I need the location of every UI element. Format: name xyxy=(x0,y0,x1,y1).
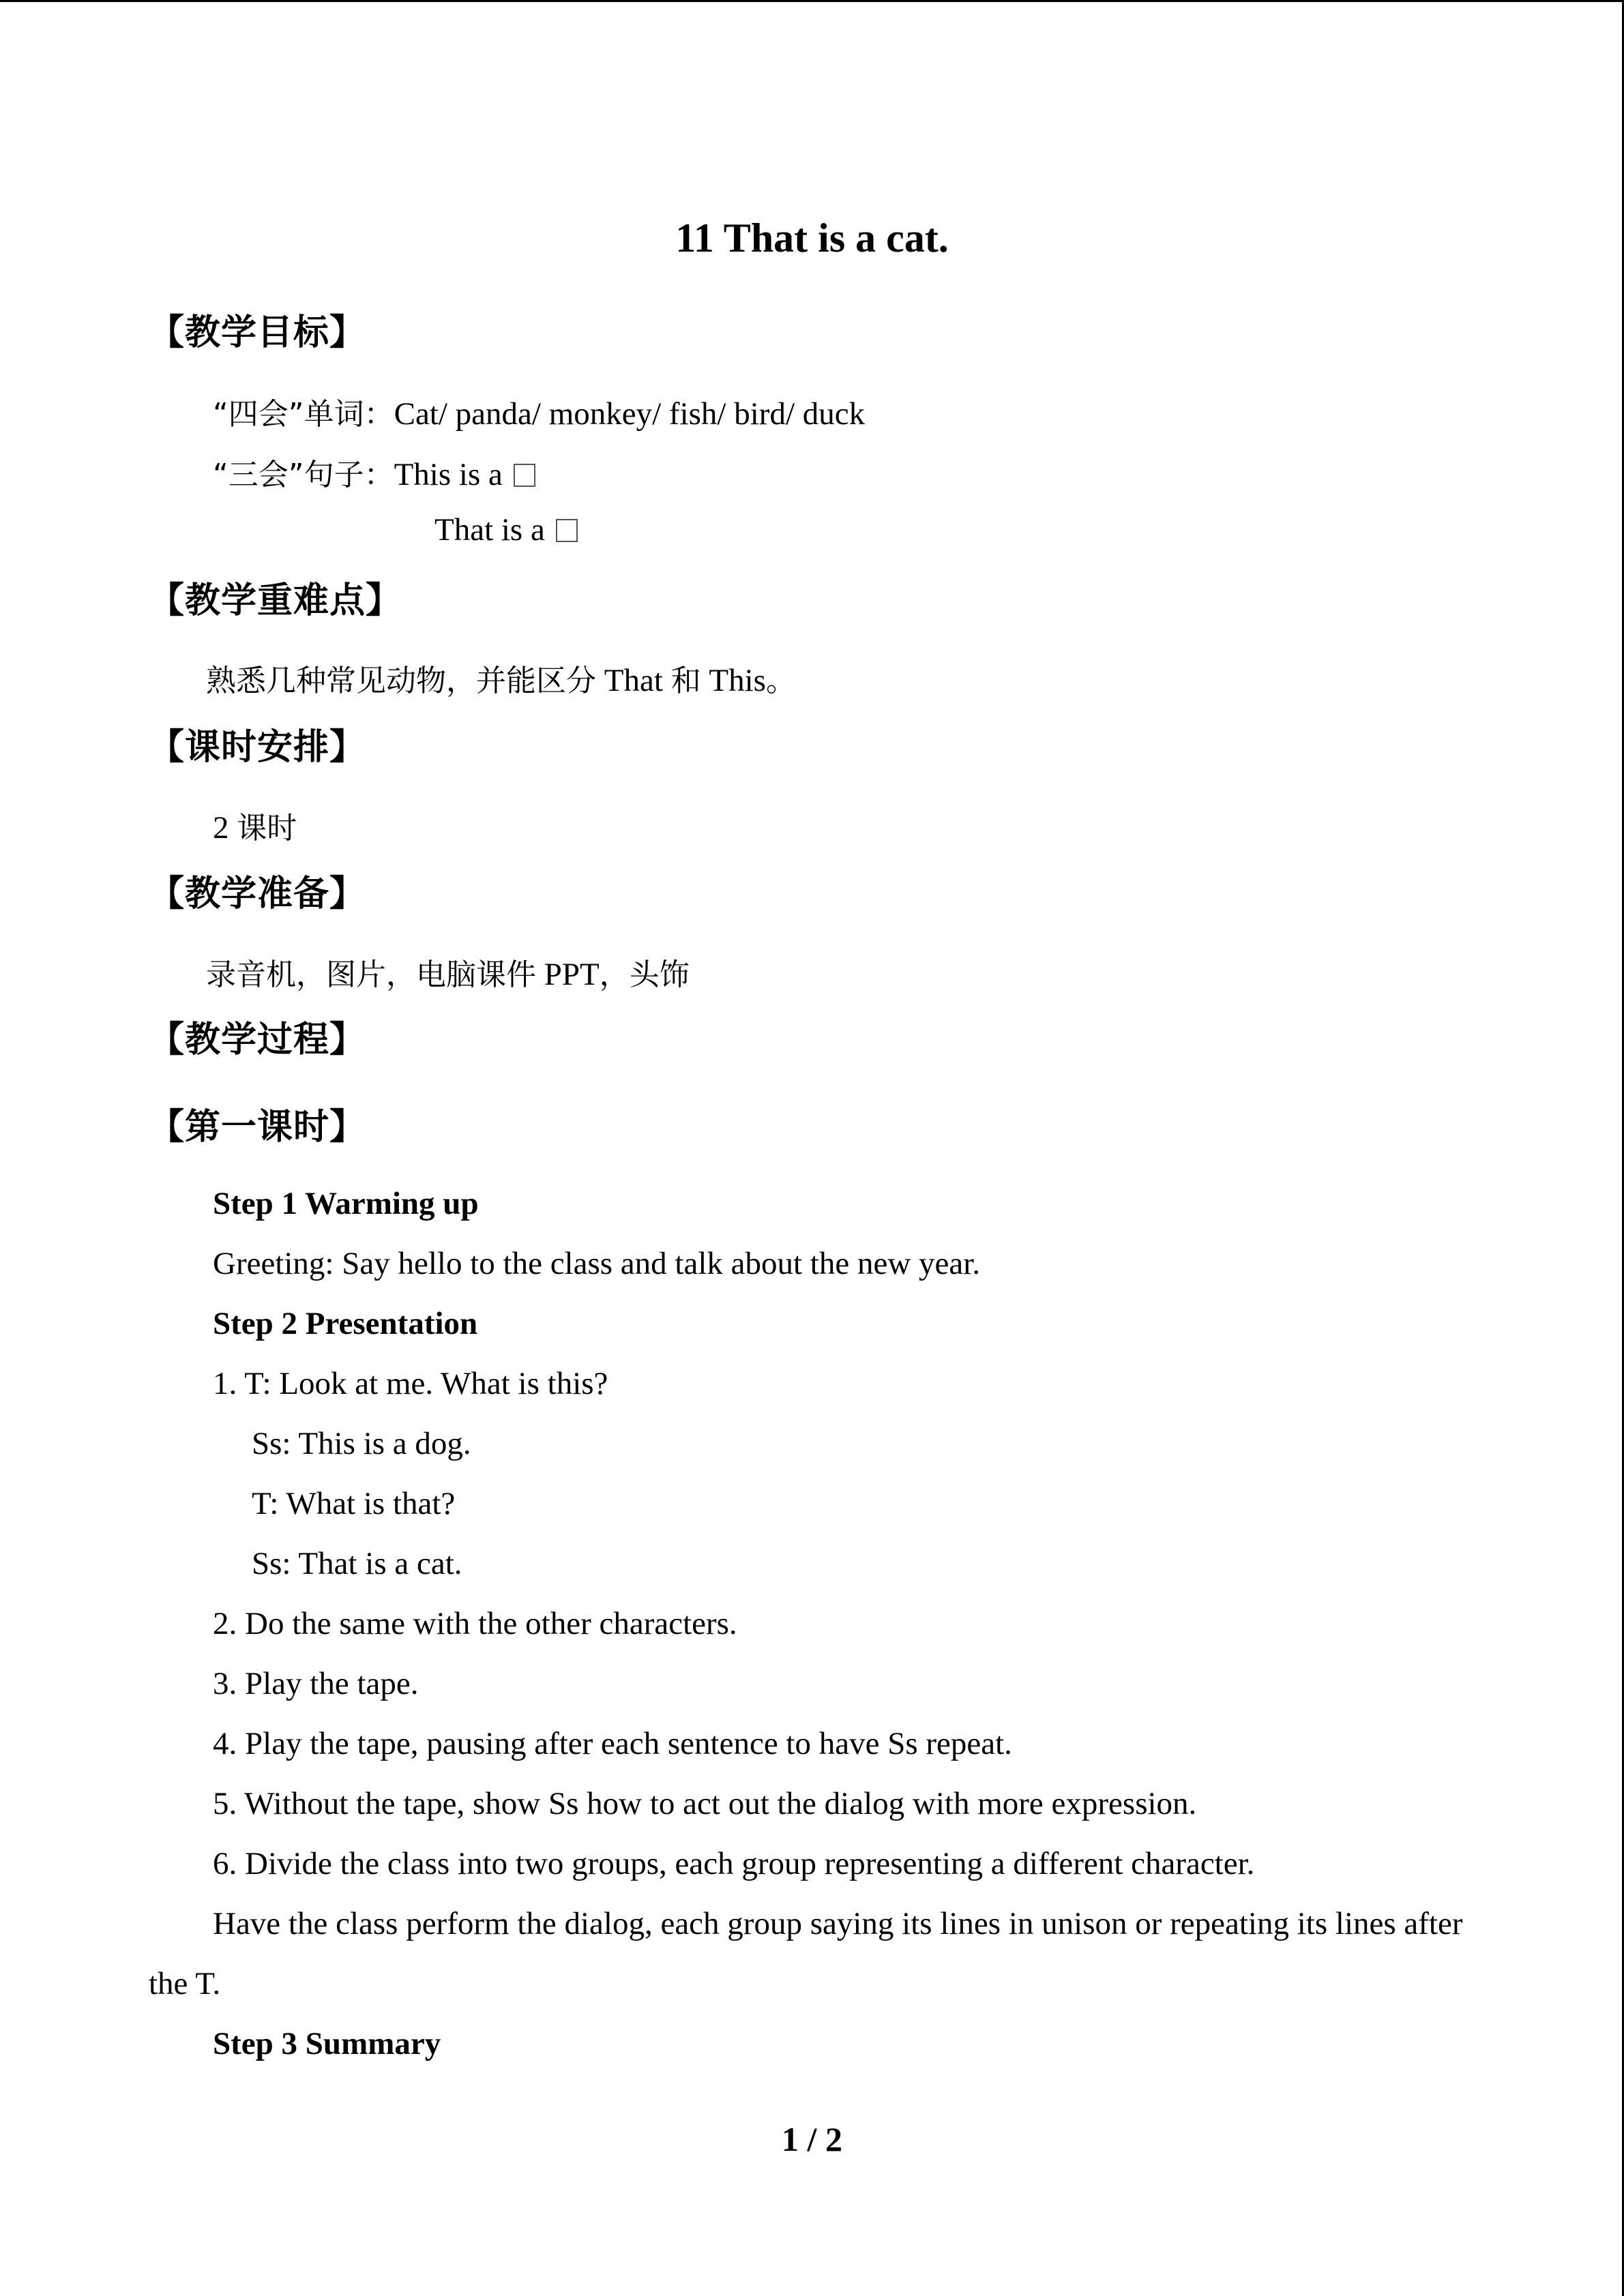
schedule-text xyxy=(213,803,297,847)
heading-lesson-1: 【第一课时】 xyxy=(149,1107,366,1148)
heading-schedule: 【课时安排】 xyxy=(149,727,366,768)
goals-words-label: “四会”单词： xyxy=(213,397,394,432)
schedule-number: 2 xyxy=(213,810,229,846)
list-item: 1. T: Look at me. What is this? xyxy=(213,1366,608,1401)
goals-words-text: Cat/ panda/ monkey/ fish/ bird/ duck xyxy=(394,396,866,432)
key-points-cn-3: 。 xyxy=(765,664,796,698)
list-item: 4. Play the tape, pausing after each sentence to have Ss repeat. xyxy=(213,1726,1012,1761)
page-number: 1 / 2 xyxy=(782,2120,842,2158)
key-points-cn-2: 和 xyxy=(670,664,701,698)
preparation-en: PPT xyxy=(544,957,600,992)
list-item: 3. Play the tape. xyxy=(213,1666,419,1701)
preparation-cn-2: ，头饰 xyxy=(599,957,690,992)
key-points-en-2: This xyxy=(709,663,766,698)
key-points-en-1: That xyxy=(604,663,663,698)
list-item: Ss: This is a dog. xyxy=(252,1426,471,1461)
key-points-cn-1: 熟悉几种常见动物，并能区分 xyxy=(206,664,596,698)
step-3-title: Step 3 Summary xyxy=(213,2026,441,2061)
goals-line-sentence-2 xyxy=(434,511,578,548)
blank-box-icon xyxy=(556,519,578,542)
heading-preparation: 【教学准备】 xyxy=(149,874,366,914)
goals-line-words xyxy=(213,389,865,433)
goals-line-sentences xyxy=(213,450,535,494)
paragraph-line-1: Have the class perform the dialog, each group saying its lines in unison or repeating its lines after xyxy=(213,1906,1463,1941)
goals-sentence-1: This is a xyxy=(394,457,503,492)
heading-teaching-goals: 【教学目标】 xyxy=(149,312,366,353)
heading-key-points: 【教学重难点】 xyxy=(149,580,402,621)
step-1-text: Greeting: Say hello to the class and talk about the new year. xyxy=(213,1246,981,1281)
list-item: T: What is that? xyxy=(252,1486,456,1521)
heading-process: 【教学过程】 xyxy=(149,1019,366,1060)
list-item: Ss: That is a cat. xyxy=(252,1546,462,1581)
preparation-cn-1: 录音机，图片，电脑课件 xyxy=(206,957,536,992)
document-title: 11 That is a cat. xyxy=(675,215,949,260)
step-2-title: Step 2 Presentation xyxy=(213,1306,478,1341)
step-1-title: Step 1 Warming up xyxy=(213,1186,479,1221)
goals-sentence-2: That is a xyxy=(434,512,545,548)
schedule-unit: 课时 xyxy=(237,811,297,846)
preparation-text xyxy=(206,950,690,994)
paragraph-line-2: the T. xyxy=(149,1966,221,2001)
blank-box-icon xyxy=(514,464,535,487)
list-item: 2. Do the same with the other characters. xyxy=(213,1606,737,1641)
key-points-text xyxy=(206,656,796,700)
list-item: 6. Divide the class into two groups, each group representing a different character. xyxy=(213,1846,1255,1881)
list-item: 5. Without the tape, show Ss how to act out the dialog with more expression. xyxy=(213,1786,1197,1821)
goals-sentences-label: “三会”句子： xyxy=(213,458,394,492)
